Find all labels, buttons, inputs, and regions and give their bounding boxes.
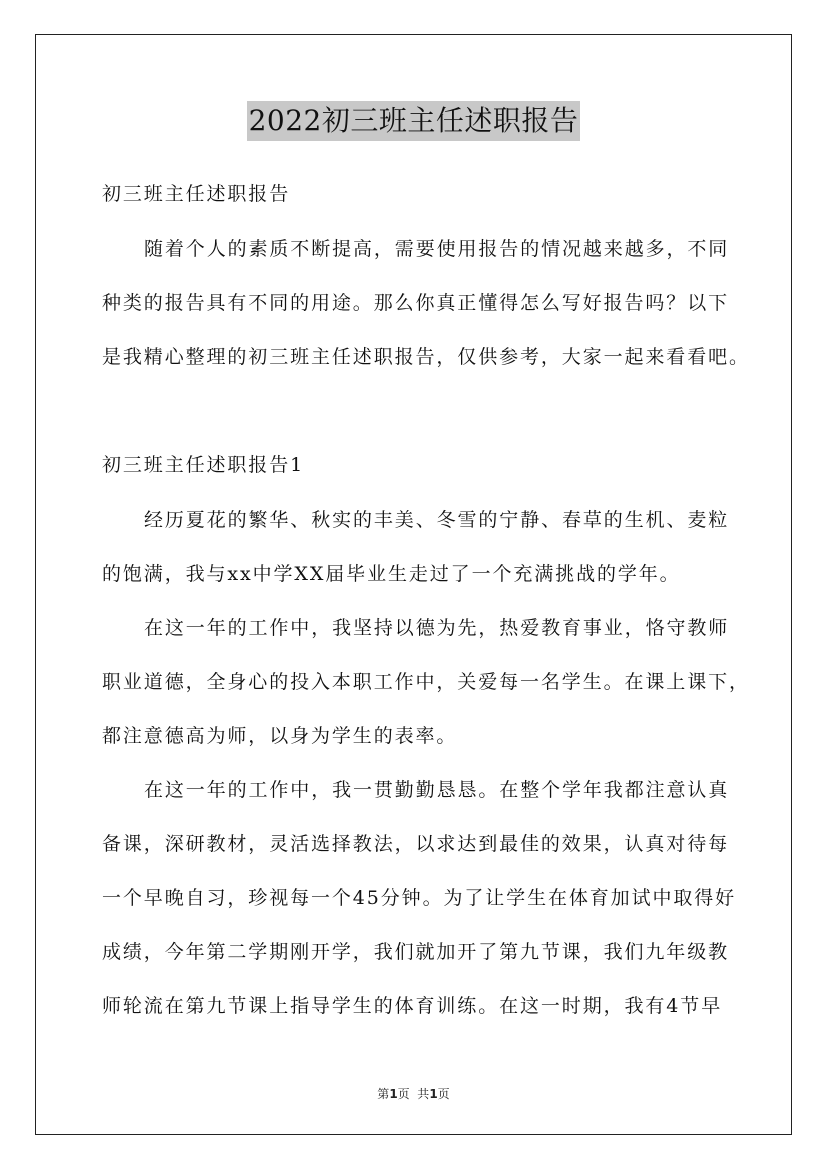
paragraph-line: 都注意德高为师，以身为学生的表率。	[102, 725, 458, 747]
paragraph-line: 在这一年的工作中，我坚持以德为先，热爱教育事业，恪守教师	[144, 617, 730, 639]
paragraph-line: 一个早晚自习，珍视每一个45分钟。为了让学生在体育加试中取得好	[102, 887, 737, 909]
paragraph-line: 经历夏花的繁华、秋实的丰美、冬雪的宁静、春草的生机、麦粒	[144, 509, 730, 531]
paragraph-line: 在这一年的工作中，我一贯勤勤恳恳。在整个学年我都注意认真	[144, 779, 730, 801]
footer-total-pages: 1	[429, 1087, 438, 1101]
page-footer	[0, 1085, 827, 1102]
paragraph-line: 备课，深研教材，灵活选择教法，以求达到最佳的效果，认真对待每	[102, 833, 730, 855]
paragraph-line: 师轮流在第九节课上指导学生的体育训练。在这一时期，我有4节早	[102, 995, 723, 1017]
paragraph-line: 是我精心整理的初三班主任述职报告，仅供参考，大家一起来看看吧。	[102, 346, 750, 368]
footer-page-number: 1	[389, 1087, 398, 1101]
document-title: 2022初三班主任述职报告	[247, 101, 581, 141]
footer-mid: 页 共	[397, 1087, 430, 1101]
paragraph-line: 随着个人的素质不断提高，需要使用报告的情况越来越多，不同	[144, 238, 730, 260]
footer-prefix: 第	[377, 1087, 390, 1101]
intro-heading: 初三班主任述职报告	[102, 183, 291, 205]
paragraph-line: 的饱满，我与xx中学XX届毕业生走过了一个充满挑战的学年。	[102, 563, 681, 585]
paragraph-line: 成绩，今年第二学期刚开学，我们就加开了第九节课，我们九年级教	[102, 941, 730, 963]
title-container	[0, 101, 827, 141]
paragraph-line: 种类的报告具有不同的用途。那么你真正懂得怎么写好报告吗？以下	[102, 292, 730, 314]
paragraph-line: 职业道德，全身心的投入本职工作中，关爱每一名学生。在课上课下，	[102, 671, 750, 693]
section-heading: 初三班主任述职报告1	[102, 454, 305, 476]
footer-suffix: 页	[437, 1087, 450, 1101]
